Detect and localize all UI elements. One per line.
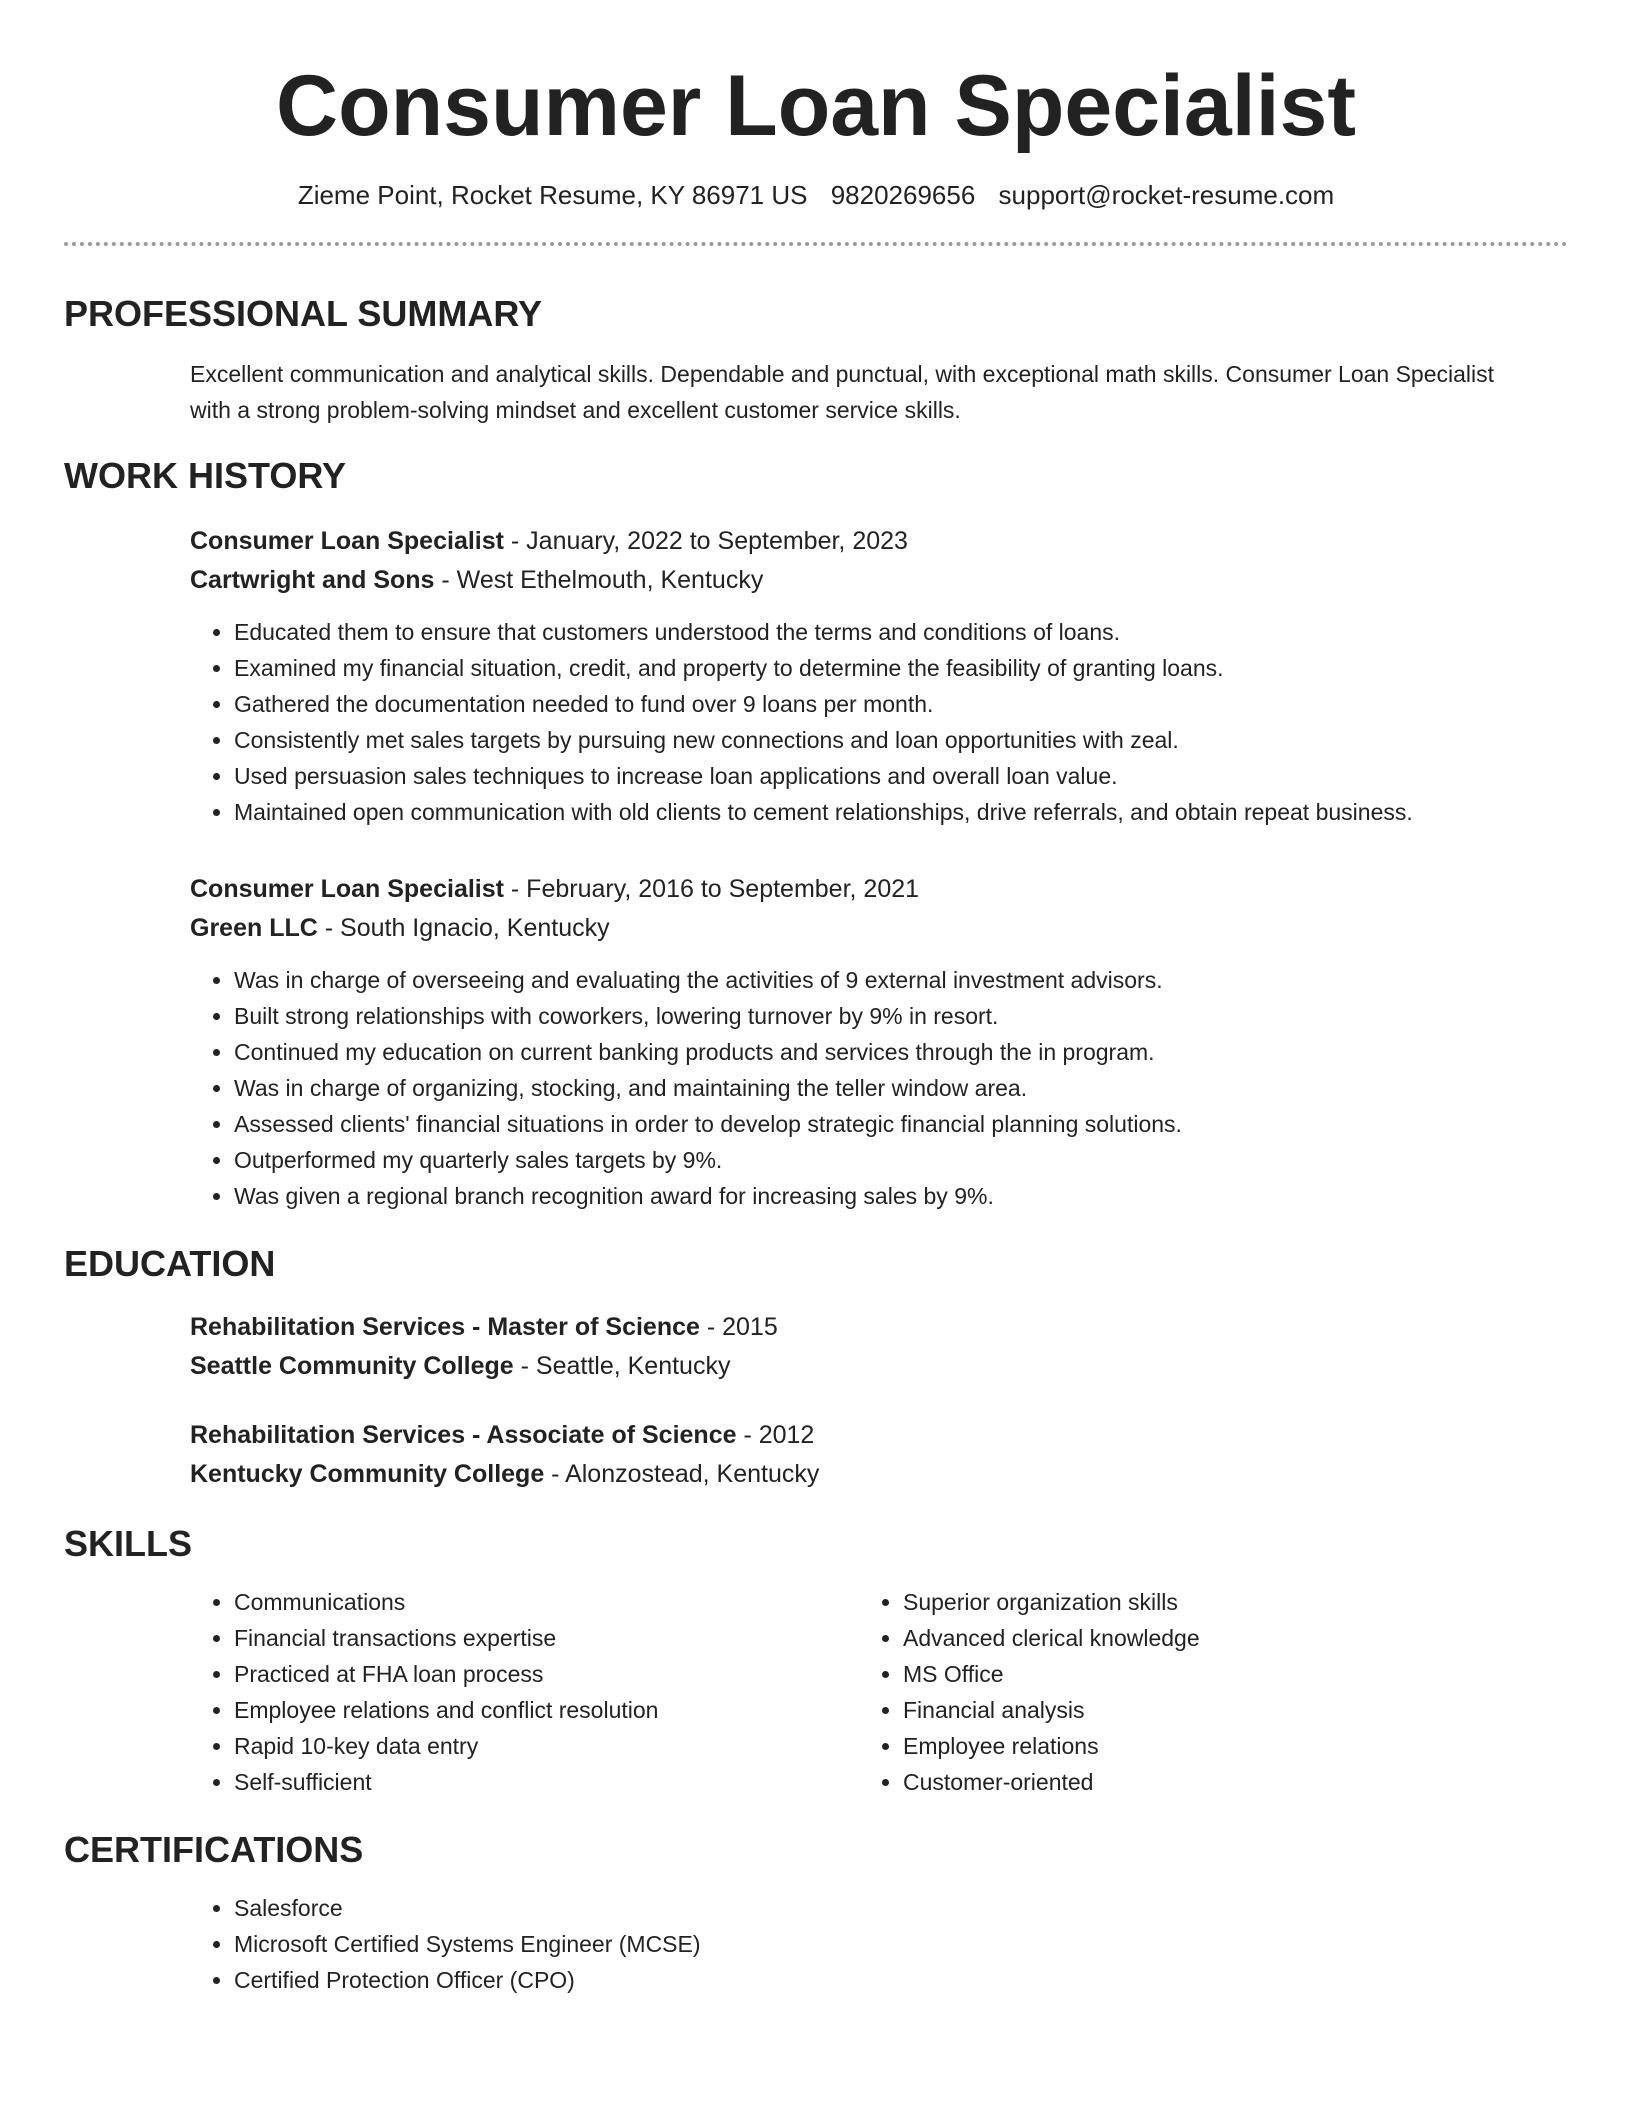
skills-grid [190, 1584, 1528, 1800]
job-title-line [190, 870, 1528, 909]
list-item: • Gathered the documentation needed to fund over 9 loans per month. [234, 686, 1528, 722]
list-item: • Built strong relationships with coworkers, lowering turnover by 9% in resort. [234, 998, 1528, 1034]
list-item: • Salesforce [234, 1890, 1528, 1926]
list-item: • Was in charge of overseeing and evaluating the activities of 9 external investment advisors. [234, 962, 1528, 998]
skills-body [64, 1584, 1568, 1800]
list-item: • Self-sufficient [234, 1764, 859, 1800]
education-entry [190, 1308, 1528, 1386]
education-section [64, 1242, 1568, 1494]
list-item: • Superior organization skills [903, 1584, 1528, 1620]
education-degree: Rehabilitation Services - Master of Science [190, 1313, 700, 1341]
skills-section [64, 1522, 1568, 1800]
education-location: - Seattle, Kentucky [513, 1352, 731, 1380]
contact-email: support@rocket-resume.com [998, 180, 1335, 210]
job-location: - South Ignacio, Kentucky [317, 914, 610, 942]
list-item: • Microsoft Certified Systems Engineer (MCSE) [234, 1926, 1528, 1962]
list-item: • Educated them to ensure that customers understood the terms and conditions of loans. [234, 614, 1528, 650]
education-school: Seattle Community College [190, 1352, 514, 1380]
list-item: • Consistently met sales targets by pursuing new connections and loan opportunities with zeal. [234, 722, 1528, 758]
certifications-list [190, 1890, 1528, 1998]
list-item: • Used persuasion sales techniques to increase loan applications and overall loan value. [234, 758, 1528, 794]
job-entry [190, 870, 1528, 1214]
list-item: • Outperformed my quarterly sales targets by 9%. [234, 1142, 1528, 1178]
job-role: Consumer Loan Specialist [190, 527, 504, 555]
job-company-line [190, 909, 1528, 948]
summary-title: PROFESSIONAL SUMMARY [64, 293, 543, 334]
education-entry [190, 1416, 1528, 1494]
education-school-line [190, 1455, 1528, 1494]
list-item: • Employee relations and conflict resolution [234, 1692, 859, 1728]
education-degree: Rehabilitation Services - Associate of Science [190, 1421, 737, 1449]
job-company-line [190, 561, 1528, 600]
certifications-title: CERTIFICATIONS [64, 1829, 364, 1870]
resume-name: Consumer Loan Specialist [275, 58, 1357, 154]
job-entry [190, 522, 1528, 830]
education-body [64, 1308, 1568, 1494]
certifications-body [64, 1890, 1568, 1998]
summary-text: Excellent communication and analytical skills. Dependable and punctual, with exceptional math skills. Consumer Loan Specialist with a strong problem-solving mindset and excellent customer service skills. [190, 361, 1495, 423]
list-item: • Communications [234, 1584, 859, 1620]
list-item: • Financial analysis [903, 1692, 1528, 1728]
list-item: • Employee relations [903, 1728, 1528, 1764]
work-title: WORK HISTORY [64, 455, 347, 496]
list-item: • Certified Protection Officer (CPO) [234, 1962, 1528, 1998]
list-item: • Practiced at FHA loan process [234, 1656, 859, 1692]
list-item: • Was in charge of organizing, stocking, and maintaining the teller window area. [234, 1070, 1528, 1106]
education-school-line [190, 1347, 1528, 1386]
contact-phone: 9820269656 [830, 180, 976, 210]
job-dates: - February, 2016 to September, 2021 [503, 875, 920, 903]
job-title-line [190, 522, 1528, 561]
list-item: • Continued my education on current banking products and services through the in program. [234, 1034, 1528, 1070]
list-item: • Assessed clients' financial situations in order to develop strategic financial planning solutions. [234, 1106, 1528, 1142]
header-divider [64, 242, 1568, 246]
contact-line [64, 178, 1568, 212]
list-item: • Maintained open communication with old clients to cement relationships, drive referrals, and obtain repeat business. [234, 794, 1528, 830]
job-company: Green LLC [190, 914, 318, 942]
job-location: - West Ethelmouth, Kentucky [434, 566, 764, 594]
education-year: - 2015 [699, 1313, 778, 1341]
education-degree-line [190, 1308, 1528, 1347]
list-item: • Advanced clerical knowledge [903, 1620, 1528, 1656]
work-section [64, 454, 1568, 1214]
summary-section [64, 292, 1568, 428]
list-item: • Financial transactions expertise [234, 1620, 859, 1656]
skills-title: SKILLS [64, 1523, 193, 1564]
work-body [64, 522, 1568, 1214]
list-item: • Customer-oriented [903, 1764, 1528, 1800]
list-item: • MS Office [903, 1656, 1528, 1692]
contact-address: Zieme Point, Rocket Resume, KY 86971 US [297, 180, 808, 210]
summary-body [64, 356, 1568, 428]
education-location: - Alonzostead, Kentucky [544, 1460, 820, 1488]
job-company: Cartwright and Sons [190, 566, 435, 594]
job-bullets [190, 962, 1528, 1214]
list-item: • Was given a regional branch recognition award for increasing sales by 9%. [234, 1178, 1528, 1214]
skills-list-left [190, 1584, 859, 1800]
job-role: Consumer Loan Specialist [190, 875, 504, 903]
certifications-section [64, 1828, 1568, 1998]
job-dates: - January, 2022 to September, 2023 [503, 527, 908, 555]
education-title: EDUCATION [64, 1243, 276, 1284]
skills-list-right [859, 1584, 1528, 1800]
education-degree-line [190, 1416, 1528, 1455]
job-bullets [190, 614, 1528, 830]
education-year: - 2012 [736, 1421, 815, 1449]
list-item: • Examined my financial situation, credit, and property to determine the feasibility of granting loans. [234, 650, 1528, 686]
education-school: Kentucky Community College [190, 1460, 545, 1488]
list-item: • Rapid 10-key data entry [234, 1728, 859, 1764]
